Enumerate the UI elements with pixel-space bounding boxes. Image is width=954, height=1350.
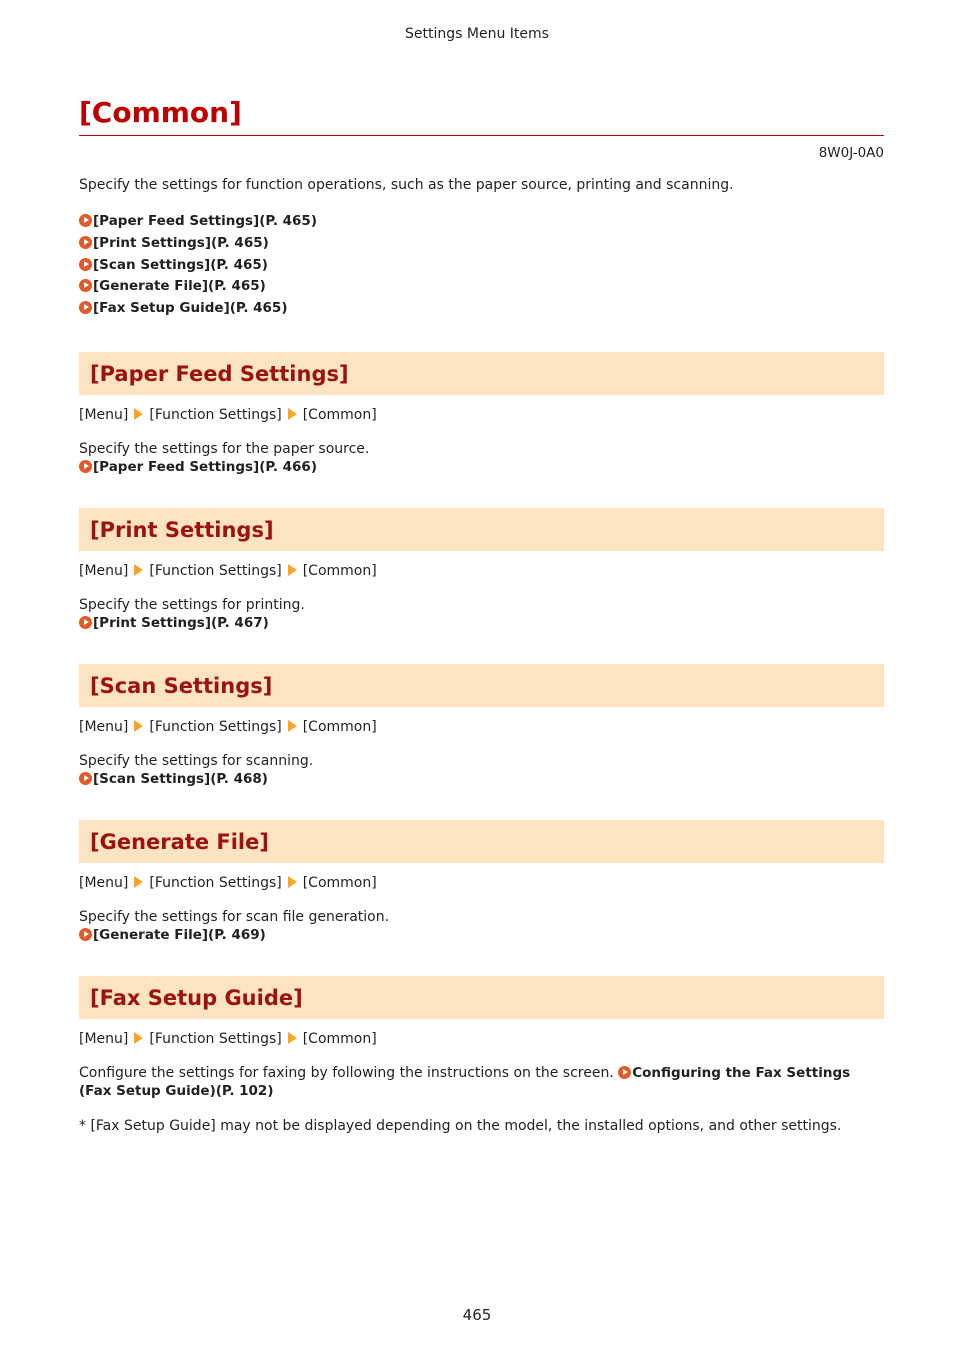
section-heading: [Scan Settings] [79,664,884,707]
table-of-contents [79,211,884,320]
toc-link-scan[interactable]: [Scan Settings](P. 465) [79,255,884,277]
section-link[interactable]: [Paper Feed Settings](P. 466) [79,458,884,476]
menu-path: [Menu] [Function Settings] [Common] [79,562,377,579]
section-heading: [Generate File] [79,820,884,863]
section-generate-file [79,820,884,944]
toc-link-print[interactable]: [Print Settings](P. 465) [79,233,884,255]
section-link[interactable]: [Scan Settings](P. 468) [79,770,884,788]
path-arrow-icon [288,408,297,420]
toc-link-fax-setup[interactable]: [Fax Setup Guide](P. 465) [79,298,884,320]
menu-path: [Menu] [Function Settings] [Common] [79,1030,377,1047]
link-arrow-icon [79,258,92,271]
path-arrow-icon [288,876,297,888]
link-arrow-icon [79,460,92,473]
path-arrow-icon [134,408,143,420]
section-description: Specify the settings for scan file generation. [Generate File](P. 469) [79,908,884,944]
link-arrow-icon [618,1066,631,1079]
section-print [79,508,884,632]
section-description: Configure the settings for faxing by following the instructions on the screen. Configuring the Fax Settings (Fax Setup Guide)(P. 102) [79,1064,851,1099]
section-heading: [Paper Feed Settings] [79,352,884,395]
link-arrow-icon [79,214,92,227]
toc-link-generate-file[interactable]: [Generate File](P. 465) [79,276,884,298]
footnote: * [Fax Setup Guide] may not be displayed depending on the model, the installed options, and other settings. [79,1117,842,1134]
section-link[interactable]: [Generate File](P. 469) [79,926,884,944]
page-content [79,96,884,1136]
section-link[interactable]: [Print Settings](P. 467) [79,614,884,632]
section-scan [79,664,884,788]
path-arrow-icon [288,1032,297,1044]
path-arrow-icon [134,564,143,576]
link-arrow-icon [79,279,92,292]
path-arrow-icon [288,564,297,576]
page-title: [Common] [79,96,884,136]
link-arrow-icon [79,236,92,249]
running-header: Settings Menu Items [405,26,549,42]
document-code: 8W0J-0A0 [818,145,884,161]
path-arrow-icon [134,876,143,888]
section-heading: [Fax Setup Guide] [79,976,884,1019]
path-arrow-icon [134,720,143,732]
section-paper-feed [79,352,884,476]
link-arrow-icon [79,616,92,629]
path-arrow-icon [288,720,297,732]
section-heading: [Print Settings] [79,508,884,551]
link-arrow-icon [79,301,92,314]
page-number: 465 [462,1306,492,1324]
section-description: Specify the settings for printing. [Print Settings](P. 467) [79,596,884,632]
menu-path: [Menu] [Function Settings] [Common] [79,718,377,735]
path-arrow-icon [134,1032,143,1044]
link-arrow-icon [79,772,92,785]
section-description: Specify the settings for the paper source. [Paper Feed Settings](P. 466) [79,440,884,476]
menu-path: [Menu] [Function Settings] [Common] [79,874,377,891]
toc-link-paper-feed[interactable]: [Paper Feed Settings](P. 465) [79,211,884,233]
section-fax-setup [79,976,884,1136]
link-arrow-icon [79,928,92,941]
menu-path: [Menu] [Function Settings] [Common] [79,406,377,423]
intro-text: Specify the settings for function operations, such as the paper source, printing and scanning. [79,177,734,193]
section-link[interactable]: Configuring the Fax Settings (Fax Setup Guide)(P. 102) [79,1064,851,1099]
section-description: Specify the settings for scanning. [Scan Settings](P. 468) [79,752,884,788]
